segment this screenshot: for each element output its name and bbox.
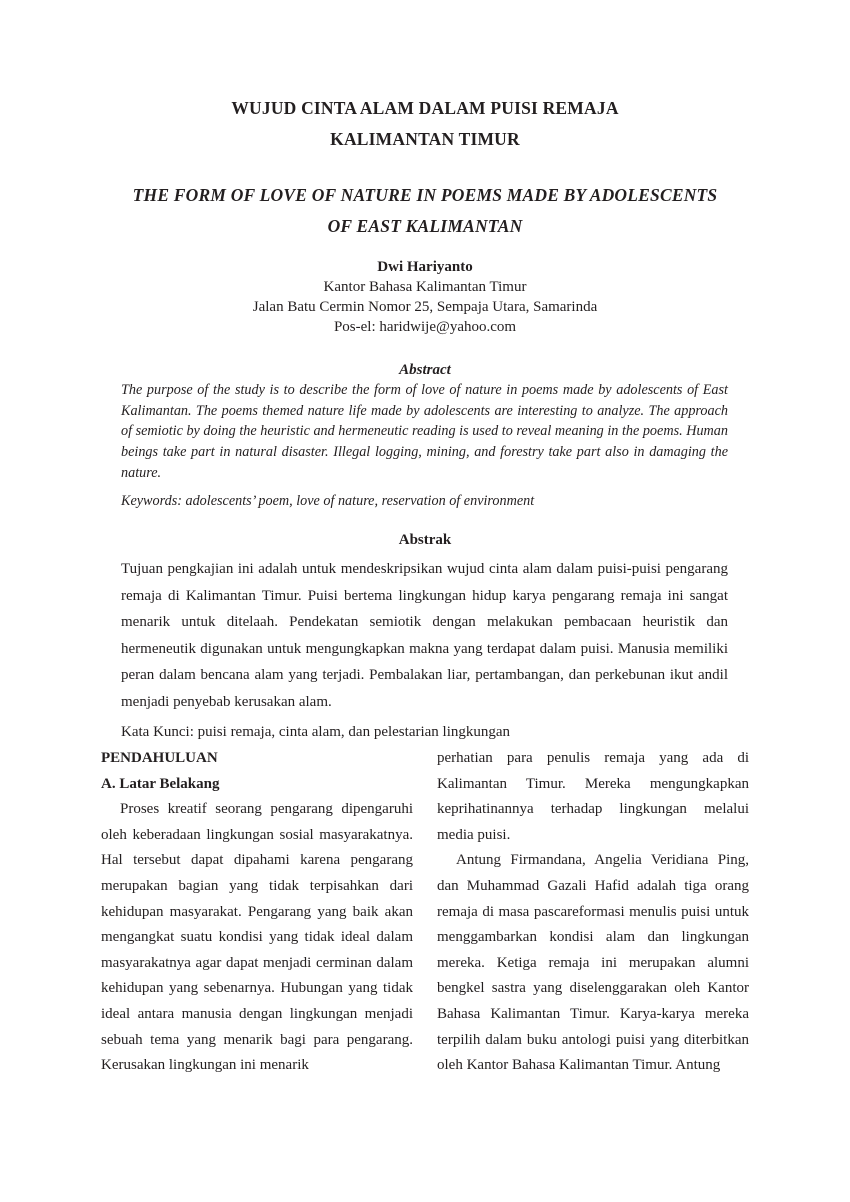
author-institution: Kantor Bahasa Kalimantan Timur <box>323 279 527 295</box>
body-paragraph: Antung Firmandana, Angelia Veridiana Ping, dan Muhammad Gazali Hafid adalah tiga orang remaja di masa pascareformasi menulis puisi untuk menggambarkan kondisi alam dan lingkungan mereka. Ketiga remaja ini merupakan alumni bengkel sastra yang diselenggarakan oleh Kantor Bahasa Kalimantan Timur. Karya-karya mereka terpilih dalam buku antologi puisi yang diterbitkan oleh Kantor Bahasa Kalimantan Timur. Antung <box>437 852 749 1074</box>
abstract-heading-indonesian: Abstrak <box>398 532 452 548</box>
abstract-heading-english: Abstract <box>399 362 451 378</box>
abstract-english <box>121 380 728 511</box>
author-address: Jalan Batu Cermin Nomor 25, Sempaja Utara, Samarinda <box>252 299 598 315</box>
paper-title-line-1: WUJUD CINTA ALAM DALAM PUISI REMAJA <box>231 98 619 118</box>
paper-title <box>0 93 850 155</box>
keywords-english: Keywords: adolescents’ poem, love of nature, reservation of environment <box>121 492 535 509</box>
section-heading: PENDAHULUAN <box>101 750 218 766</box>
paper-title-english-line-2: OF EAST KALIMANTAN <box>327 216 523 236</box>
keywords-indonesian: Kata Kunci: puisi remaja, cinta alam, dan pelestarian lingkungan <box>121 724 511 740</box>
paper-title-english-line-1: THE FORM OF LOVE OF NATURE IN POEMS MADE BY ADOLESCENTS <box>132 185 718 205</box>
body-paragraph: Proses kreatif seorang pengarang dipengaruhi oleh keberadaan lingkungan sosial masyarakatnya. Hal tersebut dapat dipahami karena pengarang merupakan bagian yang tidak terpisahkan dari kehidupan masyarakat. Pengarang yang baik akan mengangkat suatu kondisi yang tidak ideal dalam masyarakatnya agar dapat menjadi cerminan dalam kehidupan yang sebenarnya. Hubungan yang tidak ideal antara manusia dengan lingkungan menjadi sebuah tema yang menarik bagi para pengarang. Kerusakan lingkungan ini menarik <box>101 801 413 1074</box>
body-column-left <box>101 746 413 1079</box>
body-paragraph: perhatian para penulis remaja yang ada di Kalimantan Timur. Mereka mengungkapkan keprihatinannya terhadap lingkungan melalui media puisi. <box>437 750 749 843</box>
author-name: Dwi Hariyanto <box>377 259 473 275</box>
body-column-right <box>437 746 749 1079</box>
author-email: Pos-el: haridwije@yahoo.com <box>333 319 517 335</box>
abstract-indonesian <box>121 556 728 746</box>
paper-title-english <box>0 180 850 242</box>
abstract-english-body: The purpose of the study is to describe the form of love of nature in poems made by adolescents of East Kalimantan. The poems themed nature life made by adolescents are interesting to analyze. The approach of semiotic by doing the heuristic and hermeneutic reading is used to reveal meaning in the poems. Human beings take part in natural disaster. Illegal logging, mining, and forestry take part also in damaging the nature. <box>121 382 728 481</box>
author-block <box>0 257 850 337</box>
subsection-heading: A. Latar Belakang <box>101 775 220 792</box>
abstract-indonesian-body: Tujuan pengkajian ini adalah untuk mendeskripsikan wujud cinta alam dalam puisi-puisi pengarang remaja di Kalimantan Timur. Puisi bertema lingkungan hidup karya pengarang remaja ini sangat menarik untuk ditelaah. Pendekatan semiotik dengan melakukan pembacaan heuristik dan hermeneutik digunakan untuk mengungkapkan makna yang terdapat dalam puisi. Manusia memiliki peran dalam bencana alam yang terjadi. Pembalakan liar, pertambangan, dan perkebunan ikut andil menjadi penyebab kerusakan alam. <box>121 561 728 710</box>
paper-title-line-2: KALIMANTAN TIMUR <box>330 129 520 149</box>
